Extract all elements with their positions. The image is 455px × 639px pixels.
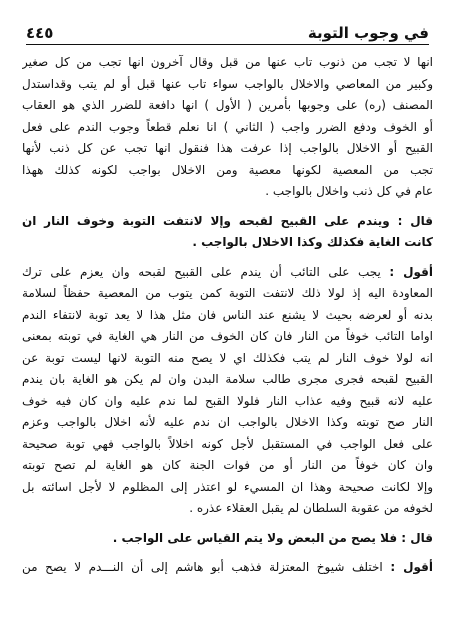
header-rule — [26, 44, 429, 45]
text-line: المصنف (ره) على وجوبها بأمرين ( الأول ) انها دافعة للضرر الذي هو العقاب — [22, 98, 433, 112]
text-line: كانت الغاية فكذلك وكذا الاخلال بالواجب . — [192, 235, 433, 249]
text-line: أو الخوف ودفع الضرر واجب ( الثاني ) انا نعلم قطعاً وجوب الندم على فعل — [22, 119, 433, 134]
paragraph — [22, 52, 433, 203]
text-line: لخوفه من عقوبة السلطان لم يقبل العقلاء عذره . — [189, 501, 433, 515]
text-line: بدنه أو لعرضه بحيث لا يشنع عند الناس فان مثل هذا لا يعد توبة لانتفاء الندم — [22, 307, 433, 322]
text-line: وإلا لكانت صحيحة وهذا ان المسيء لو اعتذر إلى المظلوم لا لأجل اسائته بل — [22, 479, 433, 494]
text-line: أقول : يجب على التائب أن يندم على القبيح لقبحه وان يعزم على ترك — [22, 264, 433, 279]
text-line: أقول : اختلف شيوخ المعتزلة فذهب أبو هاشم إلى أن النـــدم لا يصح من — [22, 560, 433, 574]
text-line: قال : فلا يصح من البعض ولا يتم القياس على الواجب . — [112, 530, 433, 545]
commentary-lead: أقول : — [389, 264, 433, 279]
commentary-paragraph — [22, 557, 433, 579]
text-line: القبيح لقبحه فجرى مجرى طالب سلامة البدن وان لم يكن هو الغاية بان يندم — [22, 372, 433, 386]
text-line: على فعل الواجب في المستقبل لأجل كونه اخلالاً بالواجب فهي توبة صحيحة — [22, 436, 433, 451]
page-body — [22, 52, 433, 587]
quoted-statement — [22, 528, 433, 550]
text-line: انها لا تجب من ذنوب تاب عنها من قبل وقال آخرون انها تجب من كل صغير — [22, 55, 433, 69]
text-line: المعاودة اليه إذ لولا ذلك لانتفت التوبة كمن يتوب من المعصية حفظاً لسلامة — [22, 286, 433, 300]
text-line: عام في كل ذنب واخلال بالواجب . — [265, 184, 433, 198]
text-line: القبيح أو الاخلال بالواجب إذا عرفت هذا فنقول انها تجب عن كل ذنب لأنها — [22, 141, 433, 155]
text-line: اواما التائب خوفاً من النار فان كان الخوف من النار هي الغاية في توبته بمعنى — [22, 329, 433, 343]
text-line: النار صح توبته وكذا الاخلال بالواجب ان ندم عليه لأنه اخلال بالواجب وعزم — [22, 415, 433, 429]
commentary-lead: أقول : — [390, 560, 433, 574]
commentary-paragraph — [22, 262, 433, 520]
running-title: في وجوب التوبة — [307, 24, 429, 42]
text-line: انه لولا خوف النار لم يتب فكذلك اي لا يصح منه التوبة لانها ليست توبة عن — [22, 350, 433, 365]
text-line: عليه لانه قبيح وفيه عذاب النار فلولا القبح لما ندم عليه وان كان فيه خوف — [22, 393, 433, 408]
text-line: تجب من المعصية لكونها معصية ومن الاخلال بواجب لكونه كذلك ههذا — [22, 162, 433, 177]
text-line: قال : ويندم على القبيح لقبحه وإلا لانتفت التوبة وخوف النار ان — [22, 213, 433, 228]
text-line: وان كان خوفاً من النار أو من فوات الجنة كان هو الغاية لم تصح توبته — [22, 458, 433, 472]
text-line: وكبير من المعاصي والاخلال بالواجب سواء تاب عنها قبل أو لم يتب وقداستدل — [22, 76, 433, 91]
quoted-statement — [22, 211, 433, 254]
running-header — [26, 16, 429, 42]
page-number: ٤٤٥ — [26, 24, 54, 42]
